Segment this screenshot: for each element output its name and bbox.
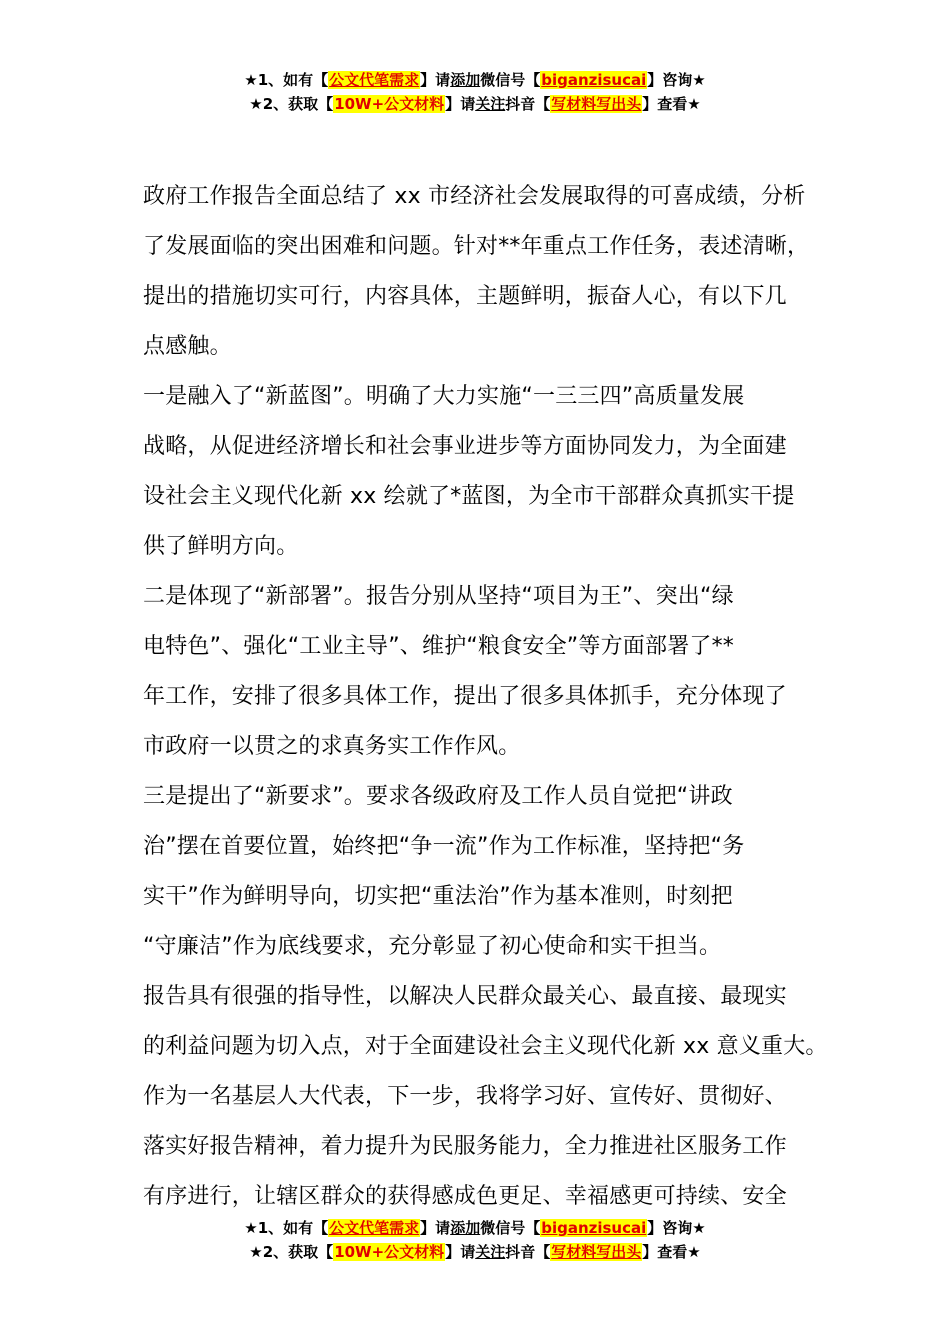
banner-line-2 [0,92,950,116]
body-line: 电特色”、强化“工业主导”、维护“粮食安全”等方面部署了** [143,634,734,659]
banner-text: ★1、如有【 [244,71,329,89]
body-line: 的利益问题为切入点，对于全面建设社会主义现代化新 xx 意义重大。 [143,1034,828,1059]
banner-text: ★2、获取【 [249,95,334,113]
body-line: 年工作，安排了很多具体工作，提出了很多具体抓手，充分体现了 [143,684,787,709]
highlight-service: 公文代笔需求 [329,71,420,89]
highlight-douyin: 写材料写出头 [551,1243,642,1261]
body-line: 报告具有很强的指导性，以解决人民群众最关心、最直接、最现实 [143,984,787,1009]
banner-text: 】请 [445,1243,476,1261]
footer-banner [0,1216,950,1264]
body-line: 设社会主义现代化新 xx 绘就了*蓝图，为全市干部群众真抓实干提 [143,484,795,509]
banner-text: 微信号【 [480,1219,541,1237]
body-line: 三是提出了“新要求”。要求各级政府及工作人员自觉把“讲政 [143,784,733,809]
body-line: 一是融入了“新蓝图”。明确了大力实施“一三三四”高质量发展 [143,384,745,409]
body-line: 了发展面临的突出困难和问题。针对**年重点工作任务，表述清晰， [143,234,810,259]
body-line: 政府工作报告全面总结了 xx 市经济社会发展取得的可喜成绩，分析 [143,184,806,209]
banner-text: 微信号【 [480,71,541,89]
banner-text: ★1、如有【 [244,1219,329,1237]
underlined-text: 关注 [475,95,506,113]
highlight-wechat-id: biganzisucai [541,71,647,89]
banner-line-1 [0,68,950,92]
body-line: 供了鲜明方向。 [143,534,299,559]
body-line: 二是体现了“新部署”。报告分别从坚持“项目为王”、突出“绿 [143,584,734,609]
highlight-materials: 10W+公文材料 [334,95,445,113]
body-line: 点感触。 [143,334,232,359]
body-line: 有序进行，让辖区群众的获得感成色更足、幸福感更可持续、安全 [143,1184,787,1209]
banner-text: 】请 [420,1219,451,1237]
banner-text: 】请 [445,95,476,113]
banner-text: 抖音【 [505,1243,551,1261]
banner-text: 】咨询★ [647,1219,706,1237]
body-line: 落实好报告精神，着力提升为民服务能力，全力推进社区服务工作 [143,1134,787,1159]
banner-text: 】查看★ [642,95,701,113]
body-line: 作为一名基层人大代表，下一步，我将学习好、宣传好、贯彻好、 [143,1084,787,1109]
banner-text: 】请 [420,71,451,89]
banner-text: 】查看★ [642,1243,701,1261]
underlined-text: 添加 [450,71,481,89]
header-banner [0,68,950,116]
underlined-text: 关注 [475,1243,506,1261]
highlight-materials: 10W+公文材料 [334,1243,445,1261]
body-line: 实干”作为鲜明导向，切实把“重法治”作为基本准则，时刻把 [143,884,733,909]
body-line: “守廉洁”作为底线要求，充分彰显了初心使命和实干担当。 [143,934,722,959]
body-line: 战略，从促进经济增长和社会事业进步等方面协同发力，为全面建 [143,434,787,459]
highlight-service: 公文代笔需求 [329,1219,420,1237]
banner-text: ★2、获取【 [249,1243,334,1261]
banner-text: 】咨询★ [647,71,706,89]
banner-line-2 [0,1240,950,1264]
highlight-douyin: 写材料写出头 [551,95,642,113]
document-body [143,172,833,1222]
body-line: 提出的措施切实可行，内容具体，主题鲜明，振奋人心，有以下几 [143,284,787,309]
banner-text: 抖音【 [505,95,551,113]
underlined-text: 添加 [450,1219,481,1237]
body-line: 市政府一以贯之的求真务实工作作风。 [143,734,521,759]
highlight-wechat-id: biganzisucai [541,1219,647,1237]
banner-line-1 [0,1216,950,1240]
body-line: 治”摆在首要位置，始终把“争一流”作为工作标准，坚持把“务 [143,834,745,859]
